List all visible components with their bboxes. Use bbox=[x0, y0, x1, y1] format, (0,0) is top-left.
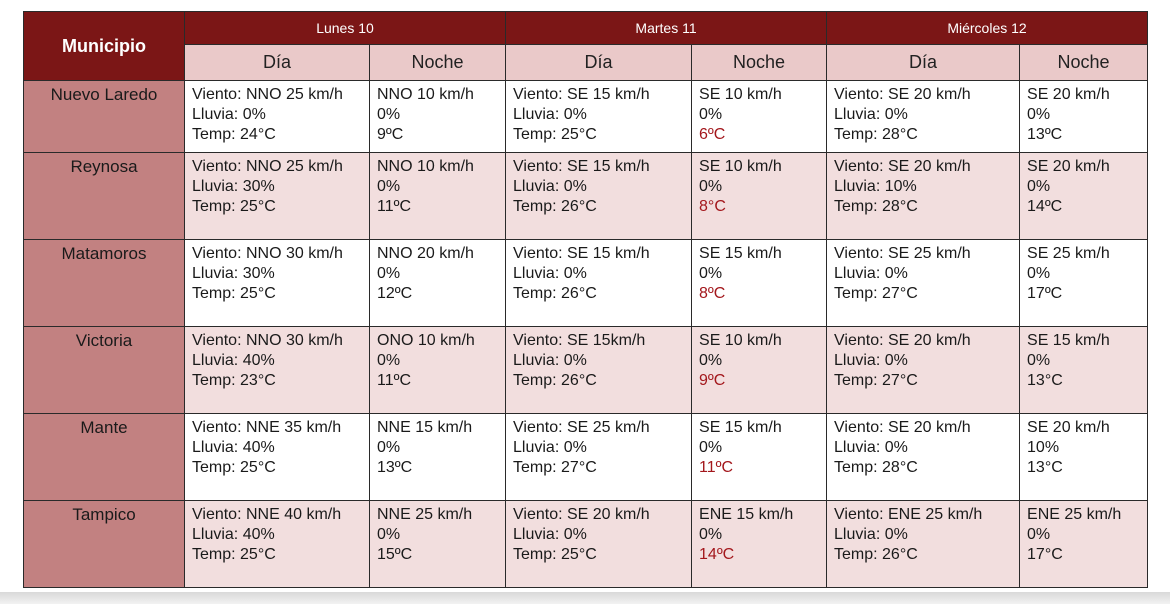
subheader-noche: Noche bbox=[1020, 45, 1148, 81]
forecast-table bbox=[23, 11, 1148, 588]
day-wind: Viento: SE 15 km/h bbox=[513, 158, 650, 175]
night-temp: 17ºC bbox=[1027, 285, 1063, 302]
night-temp: 11ºC bbox=[377, 372, 412, 389]
day-rain: Lluvia: 30% bbox=[192, 265, 275, 282]
day-header-lunes: Lunes 10 bbox=[185, 12, 506, 45]
day-rain: Lluvia: 10% bbox=[834, 178, 917, 195]
table-row bbox=[24, 153, 1148, 240]
day-rain: Lluvia: 0% bbox=[834, 352, 908, 369]
day-temp: Temp: 26°C bbox=[513, 285, 597, 302]
night-wind: ONO 10 km/h bbox=[377, 332, 475, 349]
day-forecast-cell bbox=[185, 81, 370, 153]
day-forecast-cell bbox=[506, 414, 692, 501]
day-temp: Temp: 26°C bbox=[513, 198, 597, 215]
day-temp: Temp: 25°C bbox=[192, 459, 276, 476]
day-forecast-cell bbox=[506, 81, 692, 153]
day-temp: Temp: 23°C bbox=[192, 372, 276, 389]
night-wind: NNE 15 km/h bbox=[377, 419, 473, 436]
day-wind: Viento: SE 20 km/h bbox=[513, 506, 650, 523]
night-temp: 9ºC bbox=[699, 372, 726, 389]
day-forecast-cell bbox=[827, 414, 1020, 501]
night-forecast-cell bbox=[692, 81, 827, 153]
night-rain: 0% bbox=[377, 526, 401, 543]
table-row bbox=[24, 327, 1148, 414]
night-forecast-cell bbox=[692, 414, 827, 501]
day-rain: Lluvia: 40% bbox=[192, 352, 275, 369]
day-temp: Temp: 26°C bbox=[834, 546, 918, 563]
night-temp: 13ºC bbox=[377, 459, 413, 476]
municipio-name: Mante bbox=[24, 414, 185, 501]
day-forecast-cell bbox=[827, 327, 1020, 414]
day-wind: Viento: SE 20 km/h bbox=[834, 419, 971, 436]
night-wind: NNE 25 km/h bbox=[377, 506, 473, 523]
subheader-noche: Noche bbox=[370, 45, 506, 81]
day-temp: Temp: 27°C bbox=[834, 372, 918, 389]
night-rain: 0% bbox=[377, 352, 401, 369]
day-wind: Viento: NNO 30 km/h bbox=[192, 245, 343, 262]
night-forecast-cell bbox=[692, 327, 827, 414]
day-wind: Viento: SE 20 km/h bbox=[834, 86, 971, 103]
day-wind: Viento: SE 25 km/h bbox=[513, 419, 650, 436]
night-rain: 0% bbox=[377, 106, 401, 123]
night-forecast-cell bbox=[692, 153, 827, 240]
day-wind: Viento: ENE 25 km/h bbox=[834, 506, 983, 523]
night-rain: 10% bbox=[1027, 439, 1060, 456]
night-temp: 9ºC bbox=[377, 126, 404, 143]
municipio-name: Reynosa bbox=[24, 153, 185, 240]
day-wind: Viento: NNO 30 km/h bbox=[192, 332, 343, 349]
day-wind: Viento: NNO 25 km/h bbox=[192, 158, 343, 175]
municipio-name: Matamoros bbox=[24, 240, 185, 327]
municipio-header: Municipio bbox=[24, 12, 185, 81]
day-header-martes: Martes 11 bbox=[506, 12, 827, 45]
day-rain: Lluvia: 30% bbox=[192, 178, 275, 195]
day-forecast-cell bbox=[185, 327, 370, 414]
night-forecast-cell bbox=[692, 501, 827, 588]
night-wind: NNO 10 km/h bbox=[377, 158, 474, 175]
night-rain: 0% bbox=[699, 526, 723, 543]
day-rain: Lluvia: 0% bbox=[834, 439, 908, 456]
table-row bbox=[24, 501, 1148, 588]
night-forecast-cell bbox=[370, 153, 506, 240]
day-wind: Viento: SE 20 km/h bbox=[834, 332, 971, 349]
night-temp: 15ºC bbox=[377, 546, 413, 563]
day-forecast-cell bbox=[185, 153, 370, 240]
day-rain: Lluvia: 0% bbox=[192, 106, 266, 123]
day-temp: Temp: 25°C bbox=[192, 285, 276, 302]
forecast-body bbox=[24, 81, 1148, 588]
subheader-dia: Día bbox=[827, 45, 1020, 81]
day-temp: Temp: 27°C bbox=[513, 459, 597, 476]
day-wind: Viento: SE 15km/h bbox=[513, 332, 646, 349]
night-temp: 13ºC bbox=[1027, 126, 1063, 143]
day-rain: Lluvia: 0% bbox=[513, 265, 587, 282]
day-rain: Lluvia: 0% bbox=[513, 439, 587, 456]
night-forecast-cell bbox=[1020, 81, 1148, 153]
day-rain: Lluvia: 0% bbox=[834, 106, 908, 123]
day-rain: Lluvia: 0% bbox=[513, 106, 587, 123]
day-forecast-cell bbox=[506, 501, 692, 588]
night-temp: 14ºC bbox=[699, 546, 735, 563]
table-row bbox=[24, 240, 1148, 327]
night-rain: 0% bbox=[1027, 526, 1051, 543]
municipio-name: Victoria bbox=[24, 327, 185, 414]
night-rain: 0% bbox=[377, 439, 401, 456]
night-wind: SE 20 km/h bbox=[1027, 158, 1110, 175]
day-wind: Viento: SE 25 km/h bbox=[834, 245, 971, 262]
day-temp: Temp: 25°C bbox=[192, 546, 276, 563]
night-forecast-cell bbox=[1020, 153, 1148, 240]
night-temp: 17°C bbox=[1027, 546, 1063, 563]
night-wind: SE 10 km/h bbox=[699, 158, 782, 175]
night-rain: 0% bbox=[699, 265, 723, 282]
day-wind: Viento: SE 20 km/h bbox=[834, 158, 971, 175]
night-wind: ENE 15 km/h bbox=[699, 506, 794, 523]
day-temp: Temp: 27°C bbox=[834, 285, 918, 302]
night-rain: 0% bbox=[377, 178, 401, 195]
night-forecast-cell bbox=[1020, 414, 1148, 501]
night-wind: SE 15 km/h bbox=[1027, 332, 1110, 349]
night-rain: 0% bbox=[1027, 106, 1051, 123]
night-temp: 13°C bbox=[1027, 459, 1063, 476]
subheader-noche: Noche bbox=[692, 45, 827, 81]
day-wind: Viento: NNE 35 km/h bbox=[192, 419, 342, 436]
night-forecast-cell bbox=[1020, 501, 1148, 588]
day-rain: Lluvia: 40% bbox=[192, 439, 275, 456]
day-forecast-cell bbox=[185, 414, 370, 501]
night-temp: 6ºC bbox=[699, 126, 726, 143]
night-wind: SE 20 km/h bbox=[1027, 419, 1110, 436]
day-rain: Lluvia: 0% bbox=[513, 526, 587, 543]
day-temp: Temp: 25°C bbox=[513, 126, 597, 143]
night-temp: 12ºC bbox=[377, 285, 413, 302]
day-temp: Temp: 25°C bbox=[192, 198, 276, 215]
day-rain: Lluvia: 40% bbox=[192, 526, 275, 543]
day-forecast-cell bbox=[827, 153, 1020, 240]
night-forecast-cell bbox=[692, 240, 827, 327]
night-wind: NNO 20 km/h bbox=[377, 245, 474, 262]
night-rain: 0% bbox=[699, 106, 723, 123]
night-wind: SE 10 km/h bbox=[699, 86, 782, 103]
day-temp: Temp: 26°C bbox=[513, 372, 597, 389]
night-wind: SE 15 km/h bbox=[699, 245, 782, 262]
night-temp: 11ºC bbox=[699, 459, 734, 476]
day-wind: Viento: SE 15 km/h bbox=[513, 86, 650, 103]
night-wind: SE 15 km/h bbox=[699, 419, 782, 436]
day-rain: Lluvia: 0% bbox=[513, 352, 587, 369]
night-forecast-cell bbox=[370, 327, 506, 414]
night-wind: SE 25 km/h bbox=[1027, 245, 1110, 262]
night-temp: 14ºC bbox=[1027, 198, 1063, 215]
table-row bbox=[24, 81, 1148, 153]
night-forecast-cell bbox=[370, 240, 506, 327]
day-rain: Lluvia: 0% bbox=[834, 526, 908, 543]
municipio-name: Nuevo Laredo bbox=[24, 81, 185, 153]
night-rain: 0% bbox=[1027, 265, 1051, 282]
night-rain: 0% bbox=[699, 352, 723, 369]
night-forecast-cell bbox=[370, 81, 506, 153]
day-temp: Temp: 28°C bbox=[834, 126, 918, 143]
day-temp: Temp: 24°C bbox=[192, 126, 276, 143]
night-rain: 0% bbox=[377, 265, 401, 282]
night-rain: 0% bbox=[1027, 352, 1051, 369]
day-wind: Viento: NNO 25 km/h bbox=[192, 86, 343, 103]
night-rain: 0% bbox=[699, 439, 723, 456]
night-forecast-cell bbox=[1020, 327, 1148, 414]
night-temp: 11ºC bbox=[377, 198, 412, 215]
night-rain: 0% bbox=[1027, 178, 1051, 195]
night-wind: ENE 25 km/h bbox=[1027, 506, 1122, 523]
night-wind: SE 20 km/h bbox=[1027, 86, 1110, 103]
day-wind: Viento: NNE 40 km/h bbox=[192, 506, 342, 523]
day-forecast-cell bbox=[506, 153, 692, 240]
day-header-row bbox=[24, 12, 1148, 45]
day-temp: Temp: 25°C bbox=[513, 546, 597, 563]
cropped-caption-line bbox=[0, 0, 1170, 5]
day-header-miercoles: Miércoles 12 bbox=[827, 12, 1148, 45]
subheader-dia: Día bbox=[506, 45, 692, 81]
night-temp: 8°C bbox=[699, 198, 726, 215]
night-forecast-cell bbox=[370, 414, 506, 501]
day-forecast-cell bbox=[827, 240, 1020, 327]
day-temp: Temp: 28°C bbox=[834, 459, 918, 476]
day-temp: Temp: 28°C bbox=[834, 198, 918, 215]
night-wind: SE 10 km/h bbox=[699, 332, 782, 349]
night-temp: 8ºC bbox=[699, 285, 726, 302]
night-temp: 13°C bbox=[1027, 372, 1063, 389]
day-rain: Lluvia: 0% bbox=[513, 178, 587, 195]
day-forecast-cell bbox=[506, 240, 692, 327]
day-rain: Lluvia: 0% bbox=[834, 265, 908, 282]
day-wind: Viento: SE 15 km/h bbox=[513, 245, 650, 262]
day-forecast-cell bbox=[506, 327, 692, 414]
table-row bbox=[24, 414, 1148, 501]
night-forecast-cell bbox=[370, 501, 506, 588]
municipio-name: Tampico bbox=[24, 501, 185, 588]
night-rain: 0% bbox=[699, 178, 723, 195]
day-forecast-cell bbox=[827, 501, 1020, 588]
day-forecast-cell bbox=[827, 81, 1020, 153]
day-forecast-cell bbox=[185, 240, 370, 327]
subheader-dia: Día bbox=[185, 45, 370, 81]
subheader-row bbox=[24, 45, 1148, 81]
day-forecast-cell bbox=[185, 501, 370, 588]
night-forecast-cell bbox=[1020, 240, 1148, 327]
bottom-edge-shadow bbox=[0, 592, 1170, 604]
night-wind: NNO 10 km/h bbox=[377, 86, 474, 103]
